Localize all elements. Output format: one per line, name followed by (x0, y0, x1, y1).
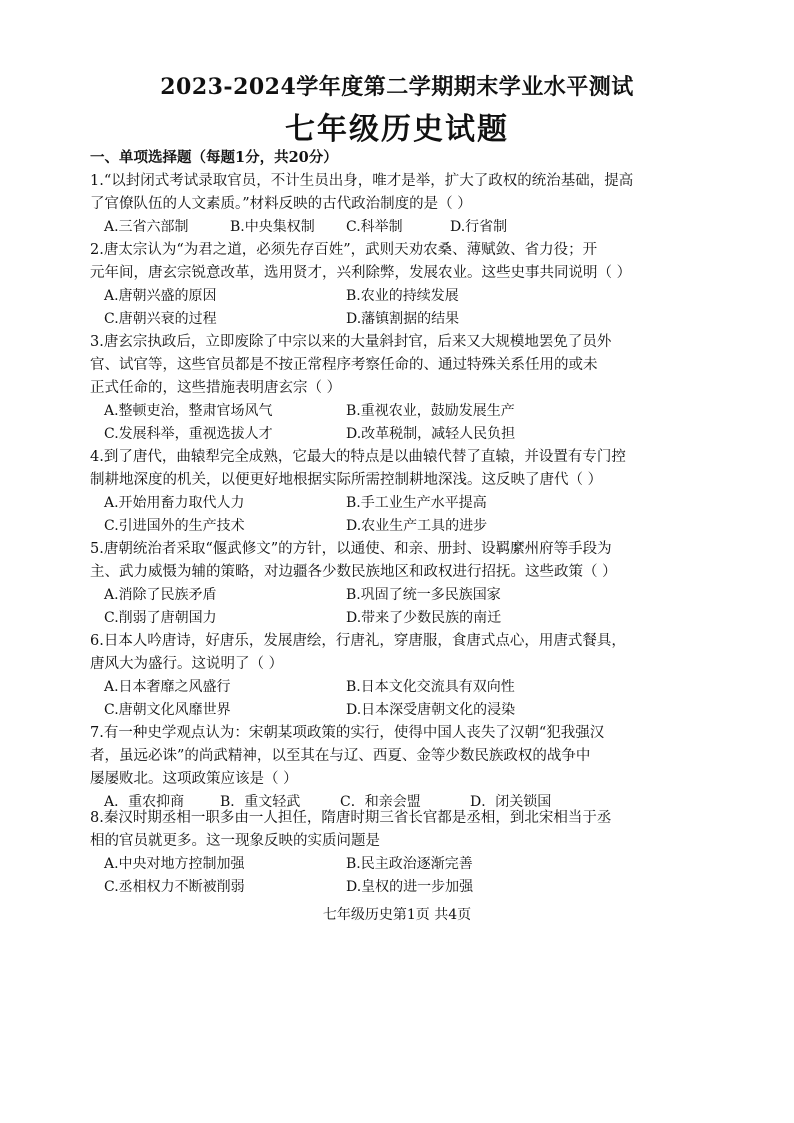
question-stem-line: 元年间，唐玄宗锐意改革，选用贤才，兴利除弊，发展农业。这些史事共同说明（ ） (90, 265, 632, 281)
question-stem-line: 了官僚队伍的人文素质。”材料反映的古代政治制度的是（ ） (90, 196, 472, 212)
option-a: A.整顿吏治，整肃官场风气 (104, 403, 273, 419)
option-c: C.削弱了唐朝国力 (104, 610, 217, 626)
exam-main-title: 2023-2024学年度第二学期期末学业水平测试 (160, 74, 634, 100)
question-stem-line: 官、试官等，这些官员都是不按正常程序考察任命的、通过特殊关系任用的或未 (90, 357, 598, 373)
option-a: A.开始用畜力取代人力 (104, 495, 245, 511)
question-options (90, 584, 668, 630)
option-d: D.皇权的进一步加强 (346, 879, 474, 895)
question-stem-line: 主、武力威慑为辅的策略，对边疆各少数民族地区和政权进行招抚。这些政策（ ） (90, 564, 617, 580)
question-5 (90, 538, 668, 630)
option-d: D.带来了少数民族的南迁 (346, 610, 502, 626)
question-options (90, 285, 668, 331)
question-stem-line: 2.唐太宗认为“为君之道，必须先存百姓”，武则天劝农桑、薄赋敛、省力役；开 (90, 242, 598, 258)
question-stem-line: 1.“以封闭式考试录取官员，不计生员出身，唯才是举，扩大了政权的统治基础，提高 (90, 173, 634, 189)
question-options (90, 676, 668, 722)
question-options (90, 216, 668, 239)
option-b: B.中央集权制 (230, 219, 315, 235)
question-stem-line: 4.到了唐代，曲辕犁完全成熟，它最大的特点是以曲辕代替了直辕，并设置有专门控 (90, 449, 626, 465)
question-stem-line: 屡屡败北。这项政策应该是（ ） (90, 771, 298, 787)
question-stem-line: 6.日本人吟唐诗，好唐乐，发展唐绘，行唐礼，穿唐服，食唐式点心，用唐式餐具， (90, 633, 626, 649)
option-d: D.行省制 (450, 219, 508, 235)
question-stem-line: 相的官员就更多。这一现象反映的实质问题是 (90, 833, 380, 849)
question-options (90, 492, 668, 538)
question-stem-line: 3.唐玄宗执政后，立即废除了中宗以来的大量斜封官，后来又大规模地罢免了员外 (90, 334, 612, 350)
option-c: C．和亲会盟 (340, 794, 421, 810)
option-c: C.唐朝兴衰的过程 (104, 311, 217, 327)
option-d: D.改革税制，减轻人民负担 (346, 426, 516, 442)
question-options (90, 400, 668, 446)
option-b: B．重文轻武 (220, 794, 301, 810)
option-a: A.中央对地方控制加强 (104, 856, 245, 872)
question-3 (90, 331, 668, 446)
option-c: C.丞相权力不断被削弱 (104, 879, 245, 895)
option-d: D.农业生产工具的进步 (346, 518, 488, 534)
question-2 (90, 239, 668, 331)
option-d: D．闭关锁国 (470, 794, 552, 810)
option-c: C.引进国外的生产技术 (104, 518, 245, 534)
option-a: A．重农抑商 (104, 794, 185, 810)
option-d: D.藩镇割据的结果 (346, 311, 460, 327)
question-stem-line: 5.唐朝统治者采取“偃武修文”的方针，以通使、和亲、册封、设羁縻州府等手段为 (90, 541, 612, 557)
question-6 (90, 630, 668, 722)
section-header: 一、单项选择题（每题1分，共20分） (90, 149, 338, 166)
option-a: A.日本奢靡之风盛行 (104, 679, 231, 695)
question-stem-line: 7.有一种史学观点认为：宋朝某项政策的实行，使得中国人丧失了汉朝“犯我强汉 (90, 725, 605, 741)
option-b: B.手工业生产水平提高 (346, 495, 487, 511)
question-1 (90, 170, 668, 239)
option-c: C.科举制 (346, 219, 403, 235)
question-stem-line: 8.秦汉时期丞相一职多由一人担任，隋唐时期三省长官都是丞相，到北宋相当于丞 (90, 810, 612, 826)
option-c: C.唐朝文化风靡世界 (104, 702, 231, 718)
option-b: B.巩固了统一多民族国家 (346, 587, 501, 603)
option-b: B.日本文化交流具有双向性 (346, 679, 515, 695)
exam-sub-title: 七年级历史试题 (285, 112, 509, 147)
question-options (90, 853, 668, 899)
question-stem-line: 制耕地深度的机关，以便更好地根据实际所需控制耕地深浅。这反映了唐代（ ） (90, 472, 603, 488)
question-stem-line: 正式任命的，这些措施表明唐玄宗（ ） (90, 380, 342, 396)
option-a: A.三省六部制 (104, 219, 189, 235)
option-d: D.日本深受唐朝文化的浸染 (346, 702, 516, 718)
page-footer: 七年级历史第1页 共4页 (322, 907, 472, 923)
question-stem-line: 唐风大为盛行。这说明了（ ） (90, 656, 284, 672)
question-stem-line: 者，虽远必诛”的尚武精神，以至其在与辽、西夏、金等少数民族政权的战争中 (90, 748, 591, 764)
option-b: B.民主政治逐渐完善 (346, 856, 473, 872)
question-4 (90, 446, 668, 538)
question-7 (90, 722, 668, 814)
option-a: A.消除了民族矛盾 (104, 587, 217, 603)
option-c: C.发展科举，重视选拔人才 (104, 426, 273, 442)
option-b: B.农业的持续发展 (346, 288, 459, 304)
option-b: B.重视农业，鼓励发展生产 (346, 403, 515, 419)
question-8 (90, 807, 668, 899)
option-a: A.唐朝兴盛的原因 (104, 288, 217, 304)
